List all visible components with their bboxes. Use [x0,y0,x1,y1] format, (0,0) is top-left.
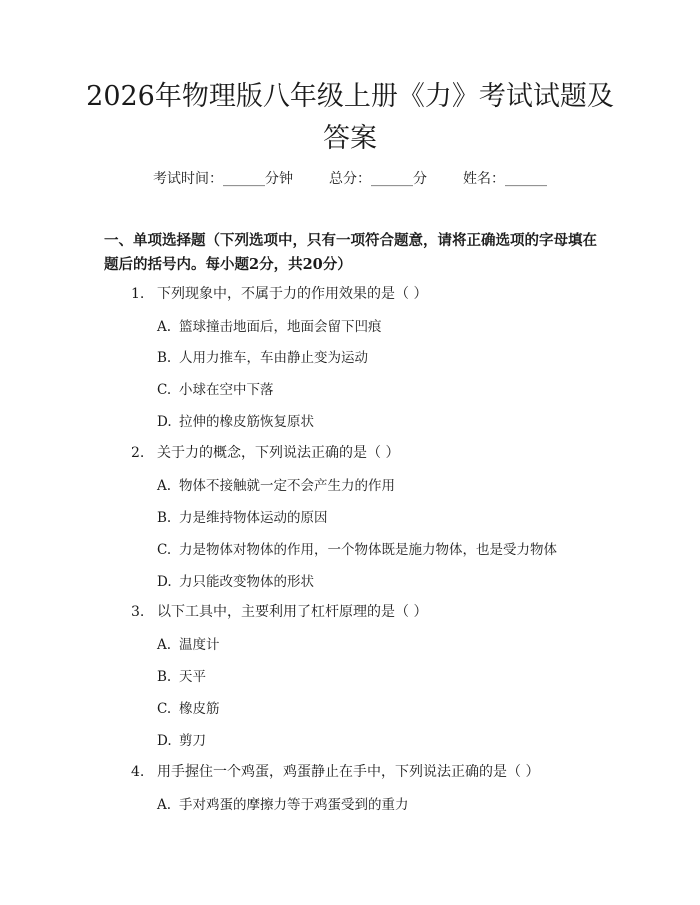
page-title [60,76,640,160]
option-letter: C. [157,542,172,558]
option-2a [157,474,395,494]
question-text: 下列现象中，不属于力的作用效果的是（ ） [157,286,428,302]
option-letter: B. [157,350,172,366]
option-letter: D. [157,733,172,749]
option-2d [157,570,314,590]
option-letter: B. [157,510,172,526]
question-1 [131,283,427,303]
option-text: 篮球撞击地面后，地面会留下凹痕 [179,319,382,335]
question-2 [131,442,399,462]
option-text: 橡皮筋 [179,701,220,717]
option-letter: C. [157,701,172,717]
option-text: 拉伸的橡皮筋恢复原状 [179,414,314,430]
option-2b [157,506,328,526]
title-line-1: 2026年物理版八年级上册《力》考试试题及 [86,81,614,112]
question-number: 4. [131,764,145,780]
option-letter: A. [157,637,172,653]
question-number: 1. [131,286,145,302]
option-text: 物体不接触就一定不会产生力的作用 [179,478,395,494]
exam-meta [0,168,700,188]
option-text: 力是物体对物体的作用，一个物体既是施力物体，也是受力物体 [179,542,557,558]
option-3c [157,697,220,717]
option-text: 温度计 [179,637,220,653]
option-4a [157,793,409,813]
option-3b [157,665,206,685]
option-text: 人用力推车，车由静止变为运动 [179,350,368,366]
title-line-2: 答案 [323,123,377,154]
option-1c [157,378,274,398]
question-number: 2. [131,445,145,461]
question-4 [131,761,539,781]
option-letter: C. [157,382,172,398]
option-text: 小球在空中下落 [179,382,274,398]
option-letter: A. [157,319,172,335]
option-3a [157,633,220,653]
option-letter: D. [157,414,172,430]
section-heading: 一、单项选择题（下列选项中，只有一项符合题意，请将正确选项的字母填在题后的括号内。每小题2分，共20分） [104,232,597,273]
question-text: 关于力的概念，下列说法正确的是（ ） [157,445,400,461]
option-1d [157,410,314,430]
option-text: 力是维持物体运动的原因 [179,510,328,526]
question-text: 用手握住一个鸡蛋，鸡蛋静止在手中，下列说法正确的是（ ） [157,764,540,780]
option-2c [157,538,557,558]
exam-time: 考试时间：______分钟 [153,171,293,187]
option-text: 剪刀 [179,733,206,749]
option-1a [157,315,382,335]
option-letter: A. [157,478,172,494]
exam-total-score: 总分：______分 [329,171,427,187]
option-1b [157,346,368,366]
option-text: 天平 [179,669,206,685]
option-text: 力只能改变物体的形状 [179,574,314,590]
question-number: 3. [131,604,145,620]
exam-name-field: 姓名：______ [463,171,547,187]
option-3d [157,729,206,749]
question-text: 以下工具中，主要利用了杠杆原理的是（ ） [157,604,428,620]
option-text: 手对鸡蛋的摩擦力等于鸡蛋受到的重力 [179,797,409,813]
option-letter: A. [157,797,172,813]
option-letter: B. [157,669,172,685]
question-3 [131,601,427,621]
option-letter: D. [157,574,172,590]
